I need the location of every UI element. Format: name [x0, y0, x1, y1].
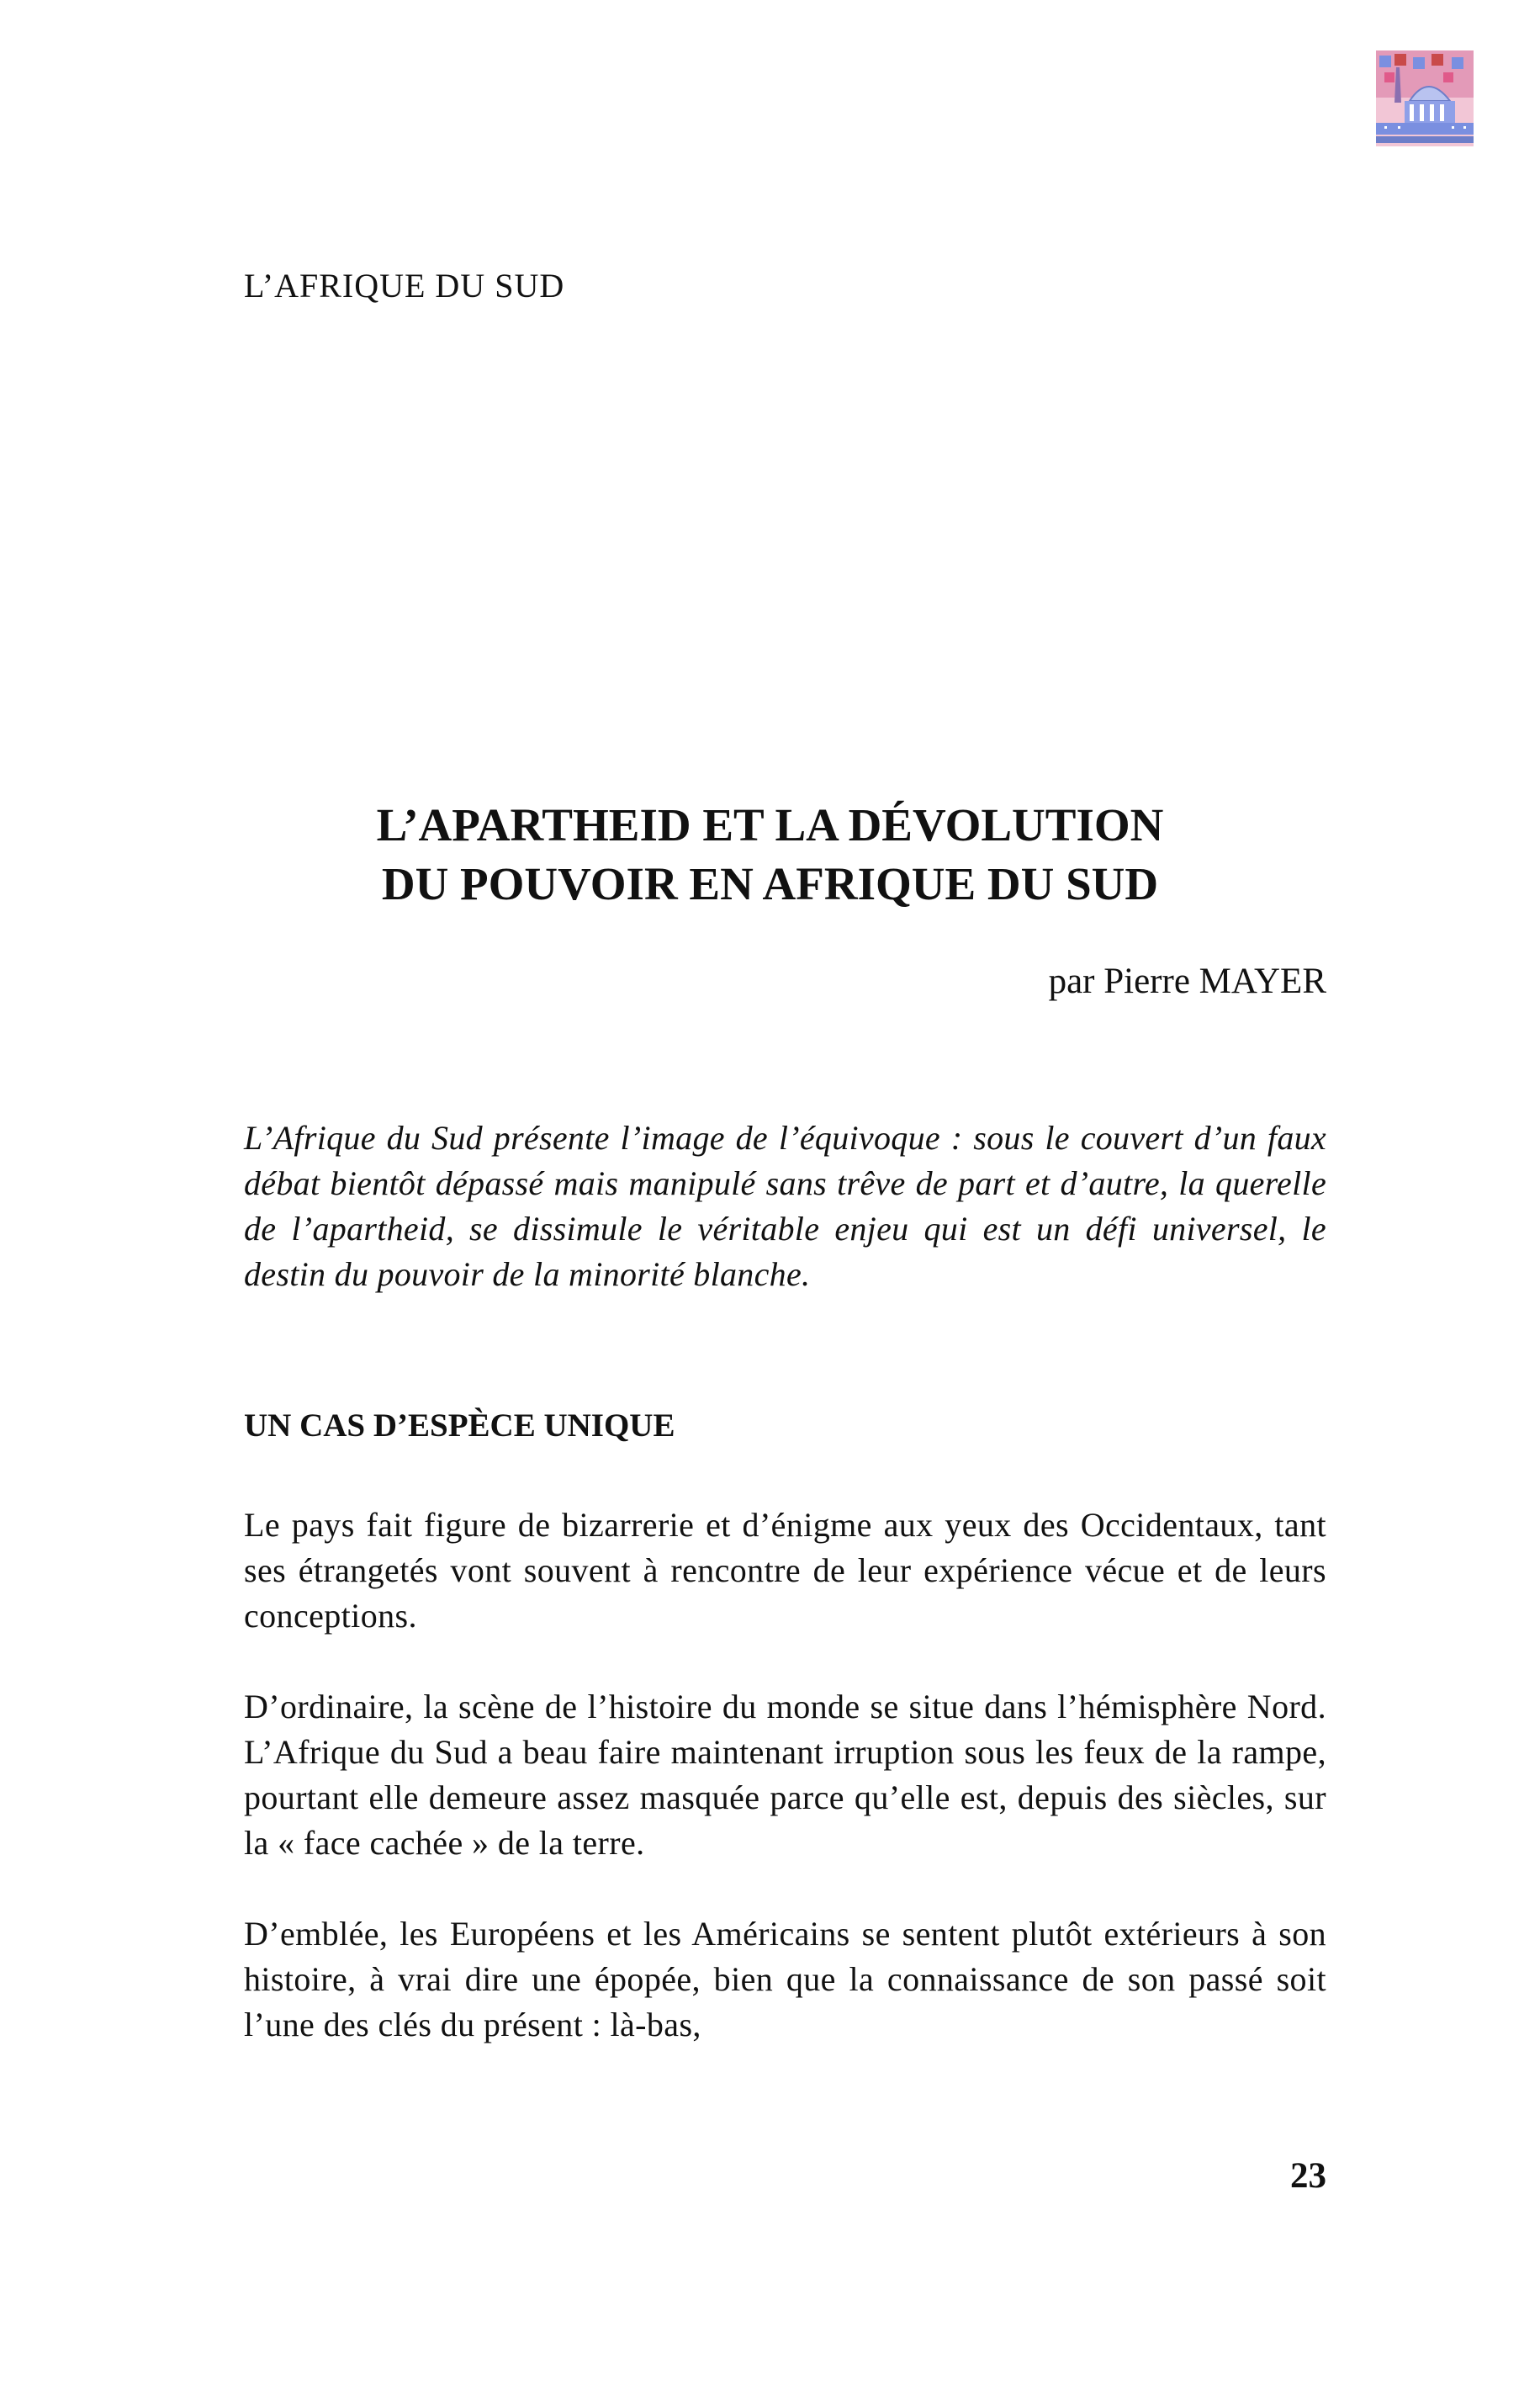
article-title — [0, 796, 1540, 914]
paragraph: Le pays fait figure de bizarrerie et d’énigme aux yeux des Occidentaux, tant ses étrangetés vont souvent à rencontre de leur expérience vécue et de leurs conceptions. — [244, 1506, 1326, 1635]
running-head: L’AFRIQUE DU SUD — [244, 267, 565, 305]
body-text — [244, 1503, 1326, 2093]
publisher-logo-icon — [1376, 50, 1474, 146]
paragraph: D’ordinaire, la scène de l’histoire du monde se situe dans l’hémisphère Nord. L’Afrique du Sud a beau faire maintenant irruption sous les feux de la rampe, pourtant elle demeure assez masquée parce qu’elle est, depuis des siècles, sur la « face cachée » de la terre. — [244, 1688, 1326, 1862]
article-title-line-1: L’APARTHEID ET LA DÉVOLUTION — [376, 799, 1164, 851]
author-byline: par Pierre MAYER — [1048, 962, 1326, 1001]
paragraph: D’emblée, les Européens et les Américains se sentent plutôt extérieurs à son histoire, à vrai dire une épopée, bien que la connaissance de son passé soit l’une des clés du présent : là-bas, — [244, 1915, 1326, 2043]
page-number: 23 — [1290, 2156, 1326, 2196]
article-title-line-2: DU POUVOIR EN AFRIQUE DU SUD — [381, 858, 1159, 909]
abstract: L’Afrique du Sud présente l’image de l’équivoque : sous le couvert d’un faux débat bientôt dépassé mais manipulé sans trêve de part et d’autre, la querelle de l’apartheid, se dissimule le véritable enjeu qui est un défi universel, le destin du pouvoir de la minorité blanche. — [244, 1119, 1326, 1293]
section-heading: UN CAS D’ESPÈCE UNIQUE — [244, 1407, 675, 1444]
